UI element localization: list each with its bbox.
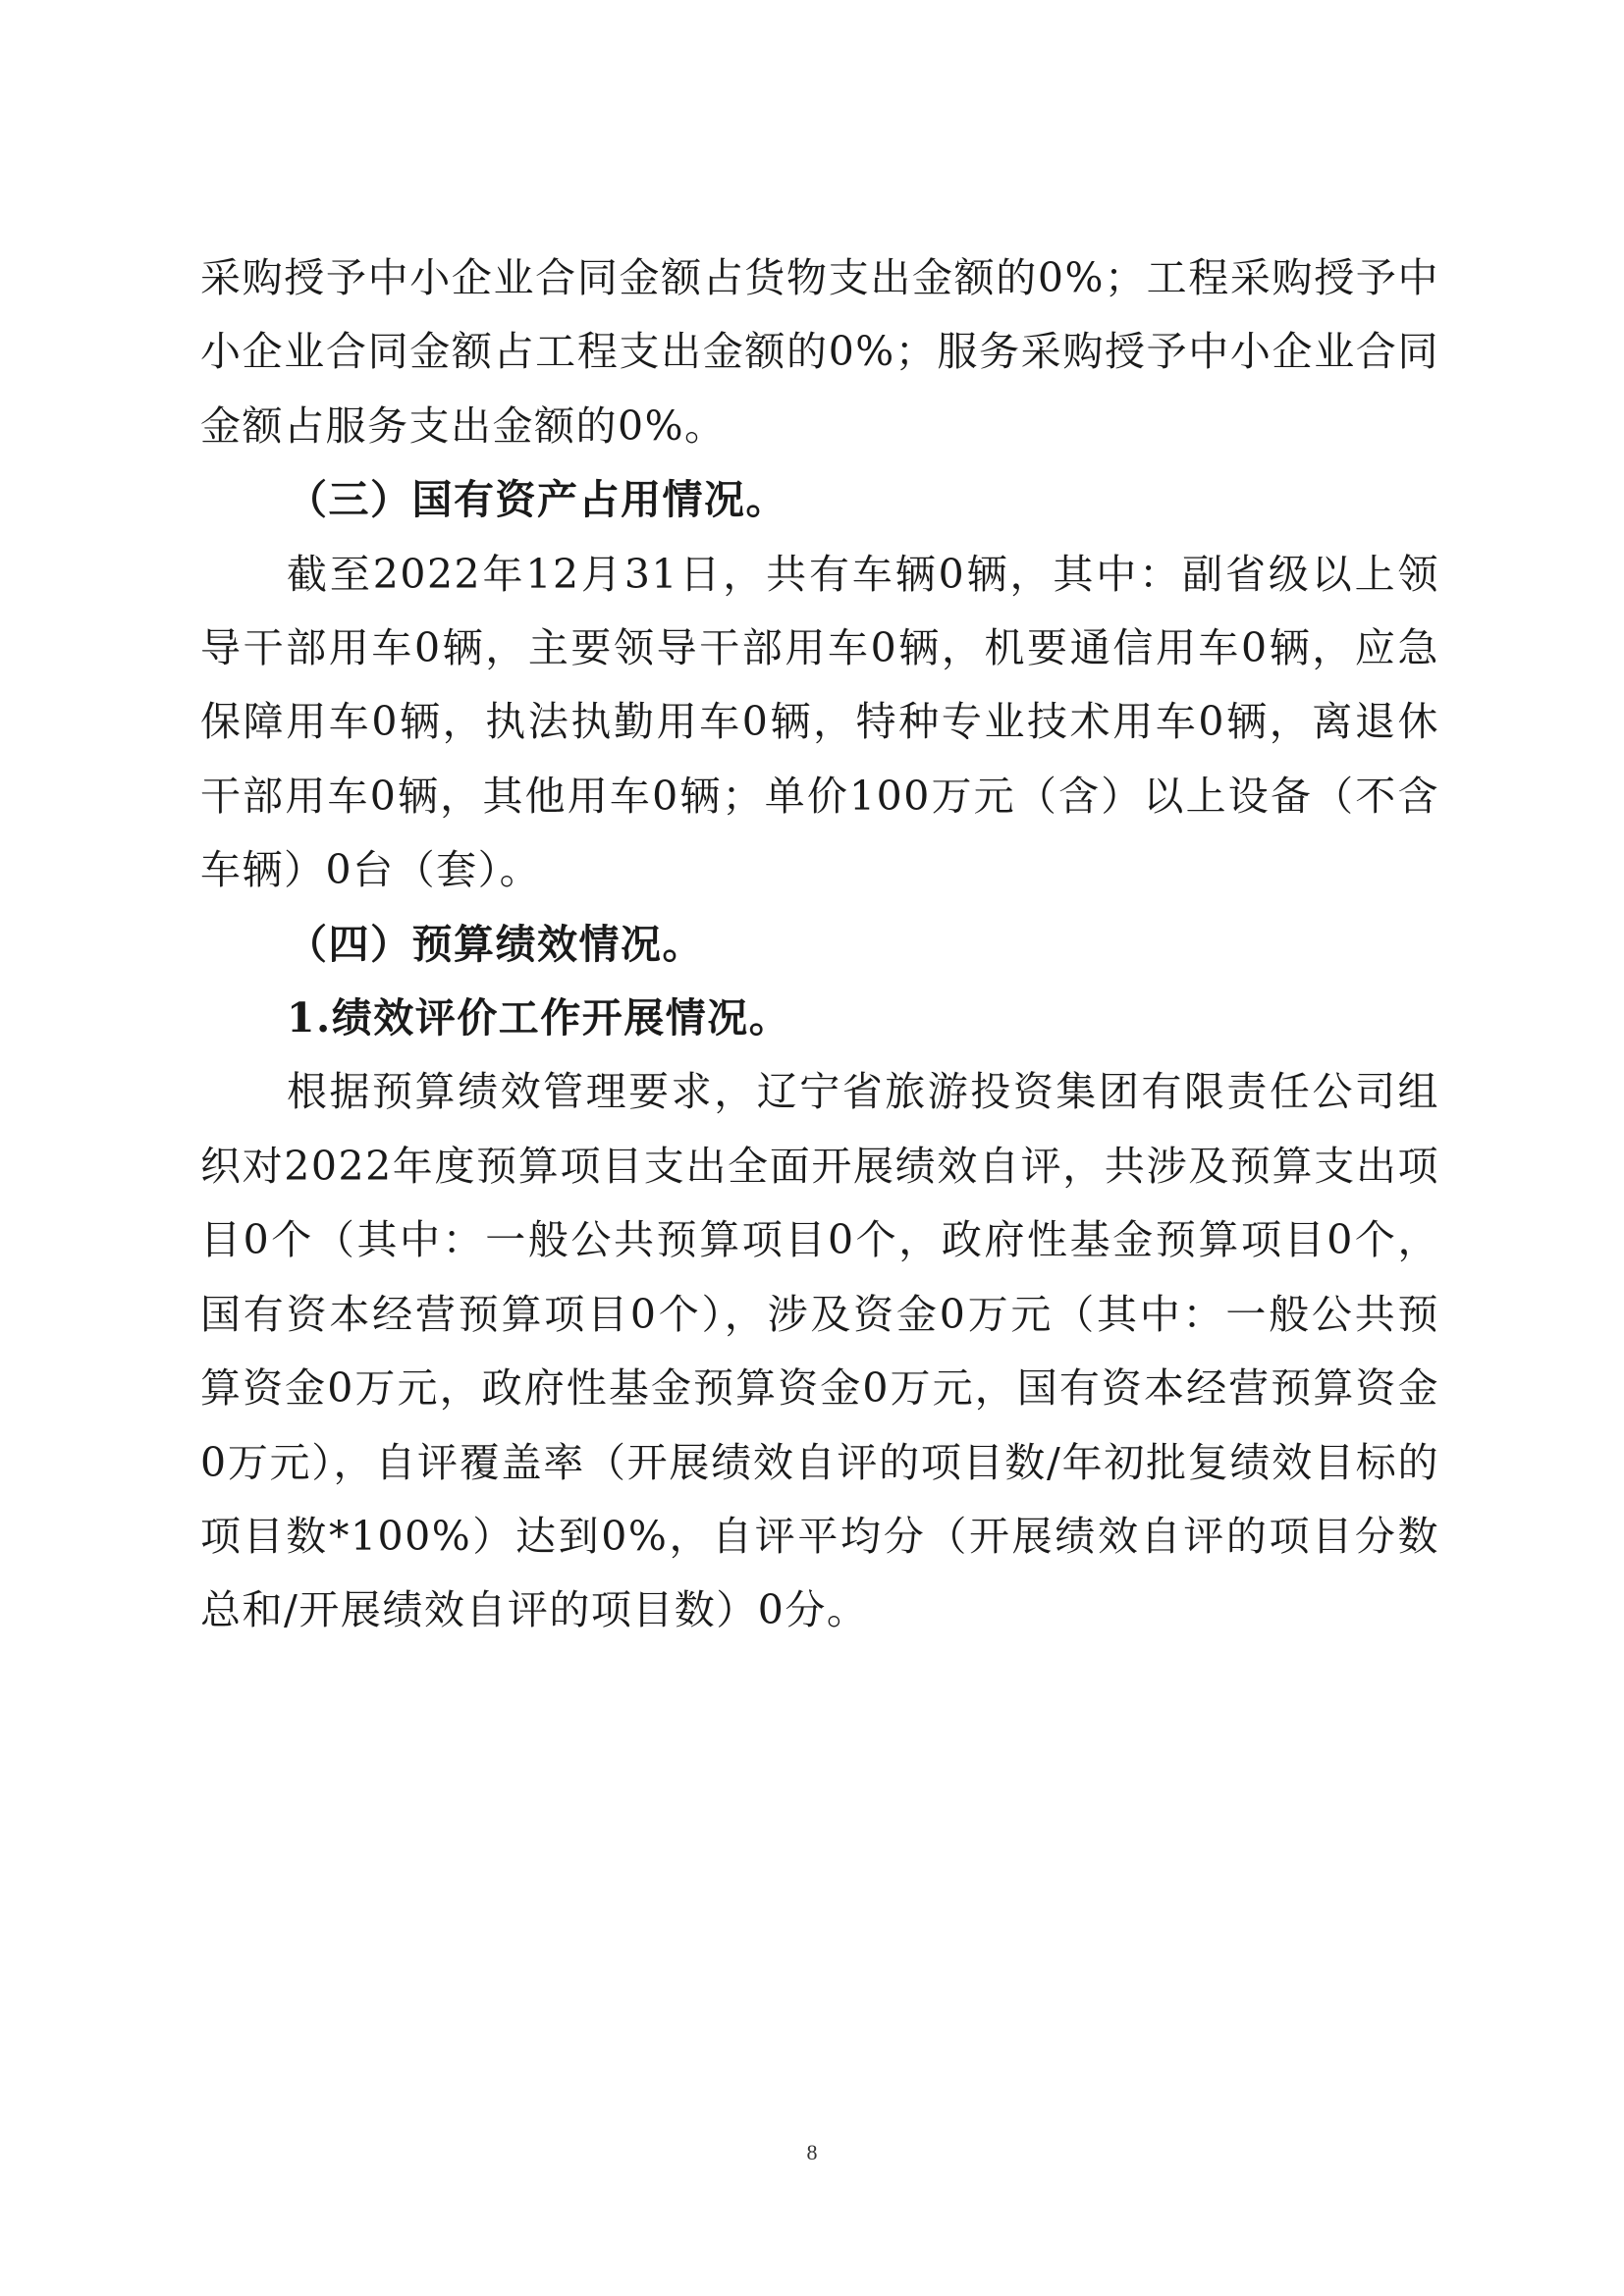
section-heading-state-assets: （三）国有资产占用情况。 [287, 476, 787, 524]
document-body [200, 241, 1439, 1648]
subsection-heading-evaluation: 1.绩效评价工作开展情况。 [287, 994, 791, 1042]
paragraph-procurement-sme: 采购授予中小企业合同金额占货物支出金额的0%；工程采购授予中小企业合同金额占工程支出金额的0%；服务采购授予中小企业合同金额占服务支出金额的0%。 [200, 254, 1439, 450]
paragraph-performance-evaluation: 根据预算绩效管理要求，辽宁省旅游投资集团有限责任公司组织对2022年度预算项目支出全面开展绩效自评，共涉及预算支出项目0个（其中：一般公共预算项目0个，政府性基金预算项目0个，国有资本经营预算项目0个），涉及资金0万元（其中：一般公共预算资金0万元，政府性基金预算资金0万元，国有资本经营预算资金0万元），自评覆盖率（开展绩效自评的项目数/年初批复绩效目标的项目数*100%）达到0%，自评平均分（开展绩效自评的项目分数总和/开展绩效自评的项目数）0分。 [200, 1068, 1439, 1634]
page-number: 8 [806, 2140, 818, 2164]
section-heading-budget-performance: （四）预算绩效情况。 [287, 920, 704, 968]
paragraph-vehicles-equipment: 截至2022年12月31日，共有车辆0辆，其中：副省级以上领导干部用车0辆，主要领导干部用车0辆，机要通信用车0辆，应急保障用车0辆，执法执勤用车0辆，特种专业技术用车0辆，离退休干部用车0辆，其他用车0辆；单价100万元（含）以上设备（不含车辆）0台（套）。 [200, 550, 1439, 894]
